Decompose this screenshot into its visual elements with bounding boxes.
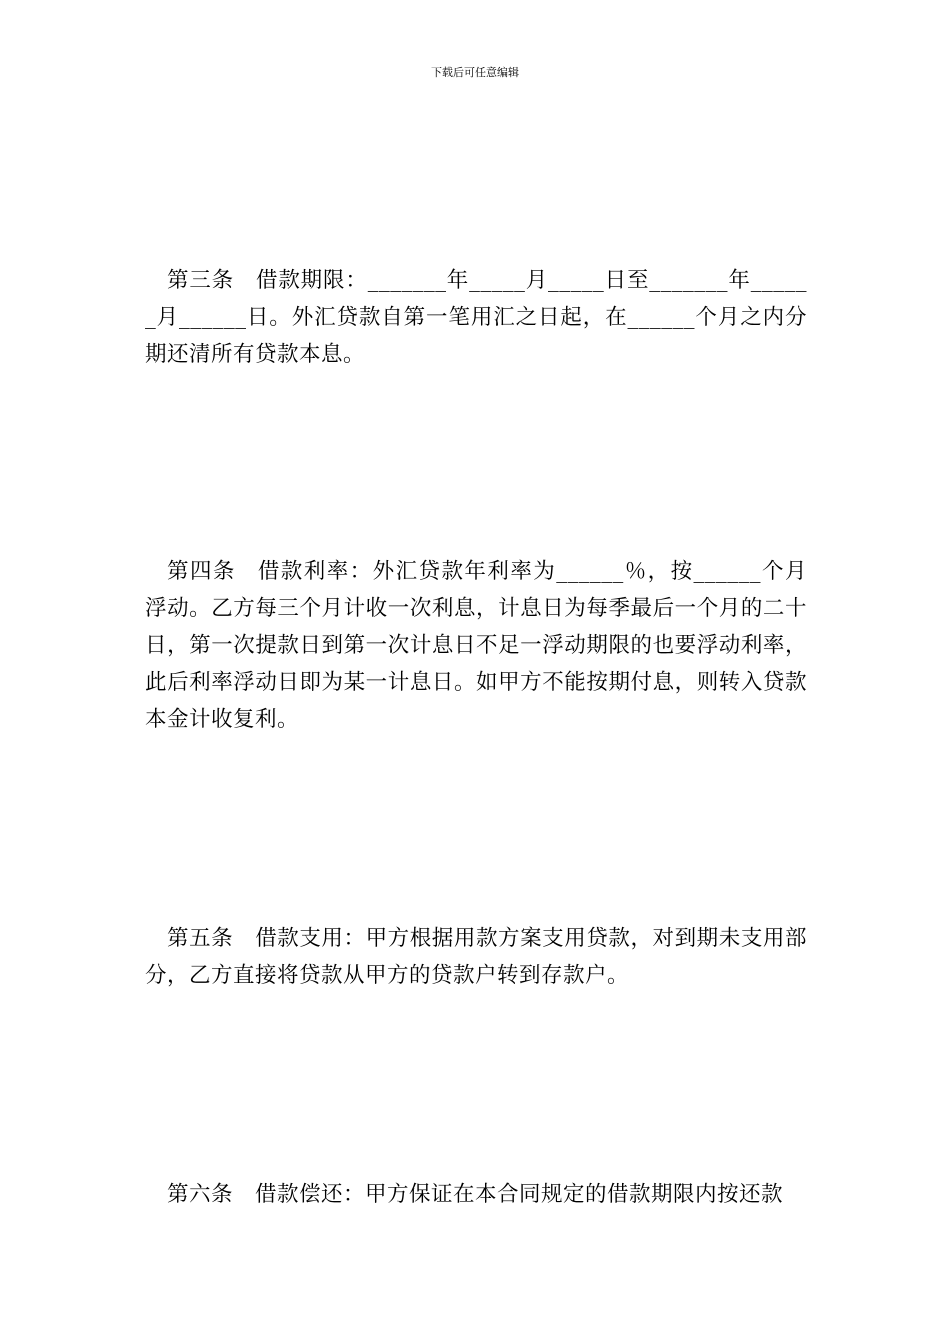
clause-number: 第五条 (167, 926, 234, 951)
clause-text: 外汇贷款年利率为______％，按______个月浮动。乙方每三个月计收一次利息，计息日为每季最后一个月的二十日，第一次提款日到第一次计息日不足一浮动期限的也要浮动利率，此后利率浮动日即为某一计息日。如甲方不能按期付息，则转入贷款本金计收复利。 (145, 559, 807, 732)
clause-5-paragraph (145, 920, 807, 994)
clause-title: 借款偿还： (255, 1182, 366, 1207)
clause-6-paragraph (145, 1176, 807, 1213)
clause-title: 借款期限： (256, 268, 368, 293)
clause-text: _______年_____月_____日至_______年_____ _月______日。外汇贷款自第一笔用汇之日起，在______个月之内分期还清所有贷款本息。 (145, 268, 807, 367)
clause-number: 第六条 (167, 1182, 234, 1207)
page-header-note: 下载后可任意编辑 (431, 66, 519, 79)
clause-text: 甲方保证在本合同规定的借款期限内按还款 (365, 1182, 784, 1207)
clause-title: 借款利率： (257, 559, 373, 584)
clause-number: 第三条 (167, 268, 235, 293)
clause-number: 第四条 (167, 559, 236, 584)
clause-text: 甲方根据用款方案支用贷款，对到期未支用部分，乙方直接将贷款从甲方的贷款户转到存款户。 (145, 926, 807, 988)
clause-title: 借款支用： (255, 926, 366, 951)
clause-3-paragraph (145, 262, 807, 373)
clause-4-paragraph (145, 553, 807, 738)
